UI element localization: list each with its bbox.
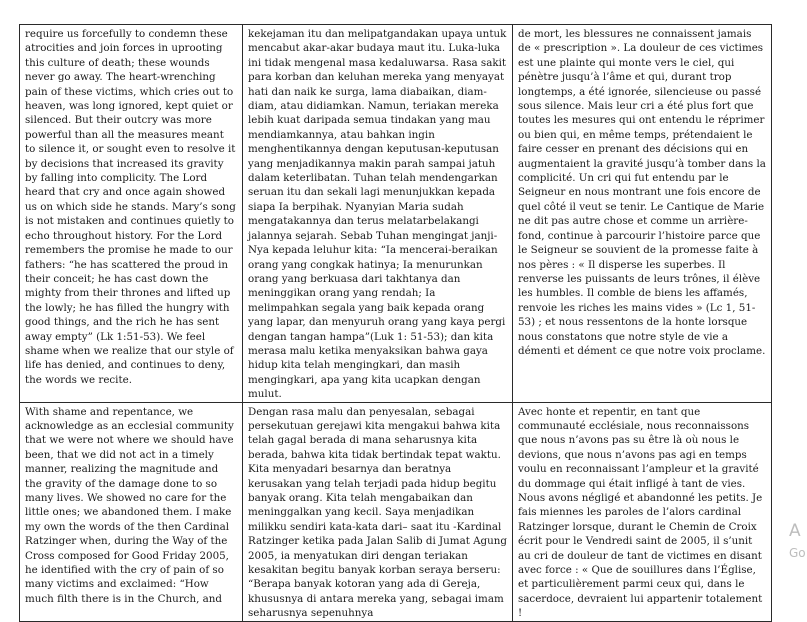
indonesian-cell	[243, 402, 513, 621]
french-cell	[513, 25, 772, 403]
indonesian-text: Dengan rasa malu dan penyesalan, sebagai persekutuan gerejawi kita mengakui bahwa kita telah gagal berada di mana seharusnya kita berada, bahwa kita tidak bertindak tepat waktu. Kita menyadari besarnya dan beratnya kerusakan yang telah terjadi pada hidup begitu banyak orang. Kita telah mengabaikan dan meninggalkan yang kecil. Saya menjadikan milikku sendiri kata-kata dari– saat itu -Kardinal Ratzinger ketika pada Jalan Salib di Jumat Agung 2005, ia menyatukan diri dengan teriakan kesakitan begitu banyak korban seraya berseru: “Berapa banyak kotoran yang ada di Gereja, khususnya di antara mereka yang, sebagai imam seharusnya sepenuhnya	[248, 405, 508, 620]
table-row	[20, 25, 772, 403]
french-text: de mort, les blessures ne connaissent jamais de « prescription ». La douleur de ces victimes est une plainte qui monte vers le ciel, qui pénètre jusqu’à l’âme et qui, durant trop longtemps, a été ignorée, silencieuse ou passé sous silence. Mais leur cri a été plus fort que toutes les mesures qui ont entendu le réprimer ou bien qui, en même temps, prétendaient le faire cesser en prenant des décisions qui en augmentaient la gravité jusqu’à tomber dans la complicité. Un cri qui fut entendu par le Seigneur en nous montrant une fois encore de quel côté il veut se tenir. Le Cantique de Marie ne dit pas autre chose et comme un arrière-fond, continue à parcourir l’histoire parce que le Seigneur se souvient de la promesse faite à nos pères : « Il disperse les superbes. Il renverse les puissants de leurs trônes, il élève les humbles. Il comble de biens les affamés, renvoie les riches les mains vides » (Lc 1, 51-53) ; et nous ressentons de la honte lorsque nous constatons que notre style de vie a démenti et dément ce que notre voix proclame.	[518, 28, 766, 357]
watermark-line-1: A	[789, 521, 801, 541]
indonesian-cell	[243, 25, 513, 403]
english-cell	[20, 25, 243, 403]
activation-watermark	[789, 520, 807, 564]
french-text: Avec honte et repentir, en tant que communauté ecclésiale, nous reconnaissons que nous n’avons pas su être là où nous le devions, que nous n’avons pas agi en temps voulu en reconnaissant l’ampleur et la gravité du dommage qui était infligé à tant de vies. Nous avons négligé et abandonné les petits. Je fais miennes les paroles de l’alors cardinal Ratzinger lorsque, durant le Chemin de Croix écrit pour le Vendredi saint de 2005, il s’unit au cri de douleur de tant de victimes en disant avec force : « Que de souillures dans l’Église, et particulièrement parmi ceux qui, dans le sacerdoce, devraient lui appartenir totalement !	[518, 405, 763, 620]
table-row	[20, 402, 772, 621]
indonesian-text: kekejaman itu dan melipatgandakan upaya untuk mencabut akar-akar budaya maut itu. Luka-luka ini tidak mengenal masa kedaluwarsa. Rasa sakit para korban dan keluhan mereka yang menyayat hati dan naik ke surga, lama diabaikan, diam-diam, atau didiamkan. Namun, teriakan mereka lebih kuat daripada semua tindakan yang mau mendiamkannya, atau bahkan ingin menghentikannya dengan keputusan-keputusan yang menjadikannya makin parah sampai jatuh dalam keterlibatan. Tuhan telah mendengarkan seruan itu dan sekali lagi menunjukkan kepada siapa Ia berpihak. Nyanyian Maria sudah mengatakannya dan terus melatarbelakangi jalannya sejarah. Sebab Tuhan mengingat janji-Nya kepada leluhur kita: “Ia mencerai-beraikan orang yang congkak hatinya; Ia menurunkan orang yang berkuasa dari takhtanya dan meninggikan orang yang rendah; Ia melimpahkan segala yang baik kepada orang yang lapar, dan menyuruh orang yang kaya pergi dengan tangan hampa”(Luk 1: 51-53); dan kita merasa malu ketika menyaksikan bahwa gaya hidup kita telah mengingkari, dan masih mengingkari, apa yang kita ucapkan dengan mulut.	[248, 28, 507, 401]
watermark-line-2: Go	[789, 546, 806, 560]
english-cell	[20, 402, 243, 621]
french-cell	[513, 402, 772, 621]
english-text: With shame and repentance, we acknowledge as an ecclesial community that we were not where we should have been, that we did not act in a timely manner, realizing the magnitude and the gravity of the damage done to so many lives. We showed no care for the little ones; we abandoned them. I make my own the words of the then Cardinal Ratzinger when, during the Way of the Cross composed for Good Friday 2005, he identified with the cry of pain of so many victims and exclaimed: “How much filth there is in the Church, and	[25, 405, 234, 605]
trilingual-text-table	[19, 24, 772, 622]
english-text: require us forcefully to condemn these atrocities and join forces in uprooting this culture of death; these wounds never go away. The heart-wrenching pain of these victims, which cries out to heaven, was long ignored, kept quiet or silenced. But their outcry was more powerful than all the measures meant to silence it, or sought even to resolve it by decisions that increased its gravity by falling into complicity. The Lord heard that cry and once again showed us on which side he stands. Mary’s song is not mistaken and continues quietly to echo throughout history. For the Lord remembers the promise he made to our fathers: “he has scattered the proud in their conceit; he has cast down the mighty from their thrones and lifted up the lowly; he has filled the hungry with good things, and the rich he has sent away empty” (Lk 1:51-53). We feel shame when we realize that our style of life has denied, and continues to deny, the words we recite.	[25, 28, 236, 386]
